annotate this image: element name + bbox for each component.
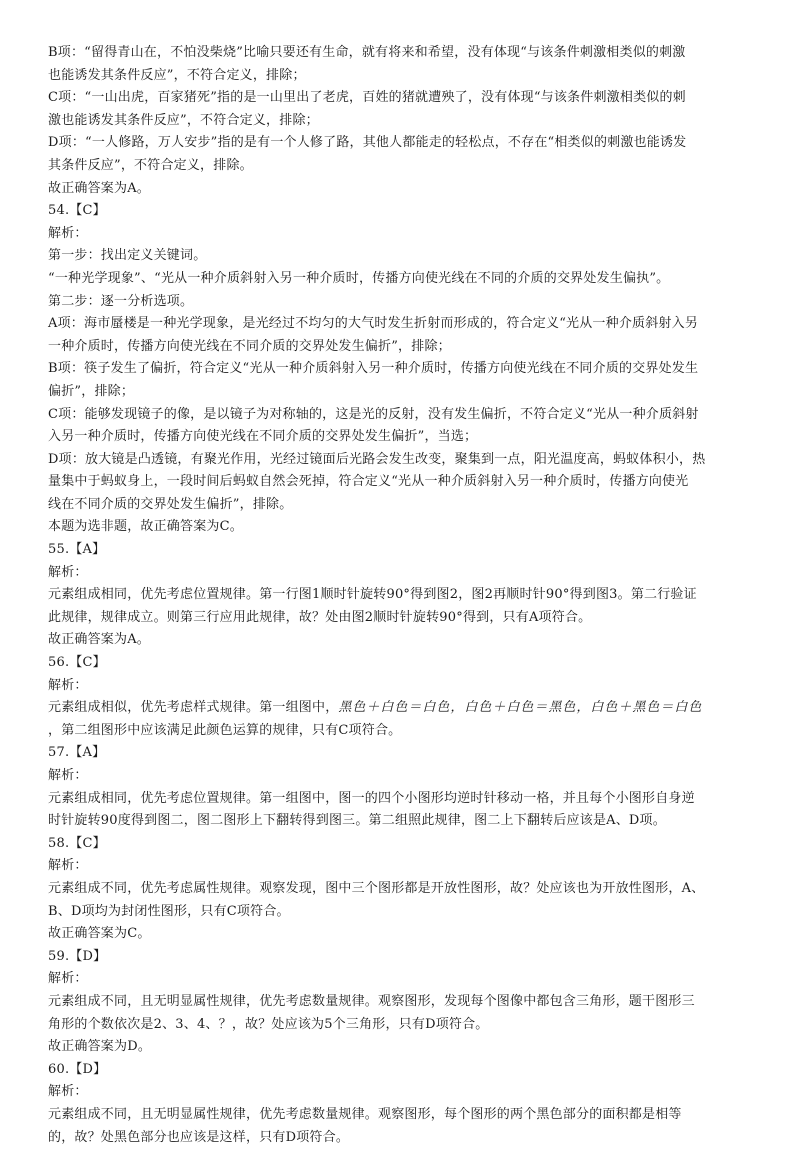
text-line: 量集中于蚂蚁身上，一段时间后蚂蚁自然会死掉，符合定义“光从一种介质斜射入另一种介质时，传播方向使光 <box>48 471 758 494</box>
document-page <box>48 42 758 1149</box>
text-line: 第二步：逐一分析选项。 <box>48 291 758 314</box>
text-line: 也能诱发其条件反应”，不符合定义，排除； <box>48 65 758 88</box>
text-line: 入另一种介质时，传播方向使光线在不同介质的交界处发生偏折”，当选； <box>48 426 758 449</box>
text-line: B项：筷子发生了偏折，符合定义“光从一种介质斜射入另一种介质时，传播方向使光线在不同介质的交界处发生 <box>48 358 758 381</box>
text-line: C项：“一山出虎，百家猪死”指的是一山里出了老虎，百姓的猪就遭殃了，没有体现“与该条件刺激相类似的刺 <box>48 87 758 110</box>
degree-value: 90° <box>386 587 410 602</box>
text-line: 偏折”，排除； <box>48 381 758 404</box>
text-line: 元素组成不同，且无明显属性规律，优先考虑数量规律。观察图形，发现每个图像中都包含三角形，题干图形三 <box>48 991 758 1014</box>
q56-jiexi-label: 解析： <box>48 675 758 698</box>
text-line: 时针旋转90度得到图二，图二图形上下翻转得到图三。第二组照此规律，图二上下翻转后应该是A、D项。 <box>48 810 758 833</box>
text-line: 55.【A】 <box>48 539 758 562</box>
q55-text-line-2: 此规律，规律成立。则第三行应用此规律，故？处由图2顺时针旋转90°得到，只有A项符合。 <box>48 607 758 630</box>
text-line: 解析： <box>48 1081 758 1104</box>
text-line: 元素组成相同，优先考虑位置规律。第一组图中，图一的四个小图形均逆时针移动一格，并且每个小图形自身逆 <box>48 788 758 811</box>
text-line: 本题为选非题，故正确答案为C。 <box>48 516 758 539</box>
text-line: 一种介质时，传播方向使光线在不同介质的交界处发生偏折”，排除； <box>48 336 758 359</box>
text-line: D项：“一人修路，万人安步”指的是有一个人修了路，其他人都能走的轻松点，不存在“相类似的刺激也能诱发 <box>48 132 758 155</box>
text-line: 54.【C】 <box>48 200 758 223</box>
text-line: “一种光学现象”、“光从一种介质斜射入另一种介质时，传播方向使光线在不同的介质的交界处发生偏执”。 <box>48 268 758 291</box>
text-line: 解析： <box>48 968 758 991</box>
text-line: 故正确答案为A。 <box>48 178 758 201</box>
q56-number: 56.【C】 <box>48 652 758 675</box>
q56-text-line-2: ，第二组图形中应该满足此颜色运算的规律，只有C项符合。 <box>48 720 758 743</box>
text-line: 线在不同介质的交界处发生偏折”，排除。 <box>48 494 758 517</box>
text-line: 角形的个数依次是2、3、4、？，故？处应该为5个三角形，只有D项符合。 <box>48 1014 758 1037</box>
degree-value: 90° <box>439 610 463 625</box>
text-line: 解析： <box>48 562 758 585</box>
q55-answer: 故正确答案为A。 <box>48 629 758 652</box>
text-line: 故正确答案为D。 <box>48 1036 758 1059</box>
text-line: 元素组成不同，且无明显属性规律，优先考虑数量规律。观察图形，每个图形的两个黑色部分的面积都是相等 <box>48 1104 758 1127</box>
text-line: 59.【D】 <box>48 946 758 969</box>
explanation-block-53-54 <box>48 42 758 584</box>
text-line: 解析： <box>48 765 758 788</box>
text-line: 60.【D】 <box>48 1059 758 1082</box>
text-line: 解析： <box>48 855 758 878</box>
text-line: 解析： <box>48 223 758 246</box>
text-line: 57.【A】 <box>48 742 758 765</box>
text-line: C项：能够发现镜子的像，是以镜子为对称轴的，这是光的反射，没有发生偏折，不符合定义“光从一种介质斜射 <box>48 404 758 427</box>
degree-value: 90° <box>546 587 570 602</box>
text-line: 第一步：找出定义关键词。 <box>48 245 758 268</box>
q55-text-line-1: 元素组成相同，优先考虑位置规律。第一行图1顺时针旋转90°得到图2，图2再顺时针90°得到图3。第二行验证 <box>48 584 758 607</box>
explanation-block-57-60 <box>48 742 758 1149</box>
text-line: 58.【C】 <box>48 833 758 856</box>
text-line: 故正确答案为C。 <box>48 923 758 946</box>
text-line: 激也能诱发其条件反应”，不符合定义，排除； <box>48 110 758 133</box>
text-line: 其条件反应”，不符合定义，排除。 <box>48 155 758 178</box>
text-line: 元素组成不同，优先考虑属性规律。观察发现，图中三个图形都是开放性图形，故？处应该也为开放性图形，A、 <box>48 878 758 901</box>
text-line: B、D项均为封闭性图形，只有C项符合。 <box>48 901 758 924</box>
text-line: D项：放大镜是凸透镜，有聚光作用，光经过镜面后光路会发生改变，聚集到一点，阳光温度高，蚂蚁体积小，热 <box>48 449 758 472</box>
text-line: 的，故？处黑色部分也应该是这样，只有D项符合。 <box>48 1127 758 1149</box>
color-rule-formula: 黑色＋白色＝白色，白色＋白色＝黑色，白色＋黑色＝白色 <box>338 700 702 715</box>
q56-text-line-1: 元素组成相似，优先考虑样式规律。第一组图中，黑色＋白色＝白色，白色＋白色＝黑色，白色＋黑色＝白色 <box>48 697 758 720</box>
text-line: A项：海市蜃楼是一种光学现象，是光经过不均匀的大气时发生折射而形成的，符合定义“光从一种介质斜射入另 <box>48 313 758 336</box>
text-line: B项：“留得青山在，不怕没柴烧”比喻只要还有生命，就有将来和希望，没有体现“与该条件刺激相类似的刺激 <box>48 42 758 65</box>
